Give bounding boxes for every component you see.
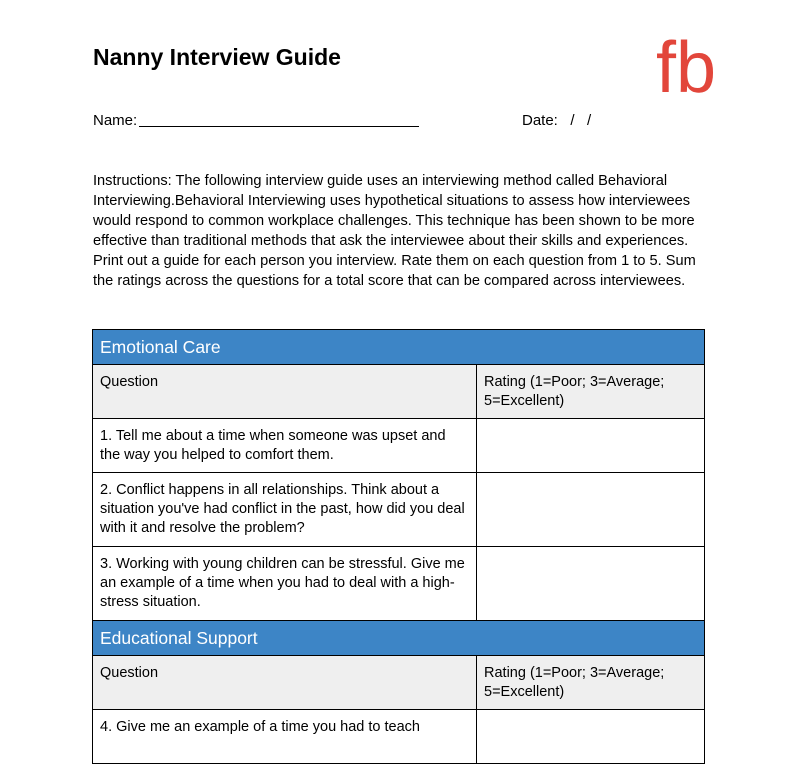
instructions-text: The following interview guide uses an interviewing method called Behavioral Interviewing.Behavioral Interviewing uses hypothetical situations to assess how interviewees would respond to common workplace challenges. This technique has been shown to be more effective than traditional methods that ask the interviewee about their skills and experiences. Print out a guide for each person you interview. Rate them on each question from 1 to 5. Sum the ratings across the questions for a total score that can be compared across interviewees. (93, 173, 696, 289)
logo-text: fb (656, 30, 717, 100)
question-row (93, 710, 705, 764)
section-title-educational-support: Educational Support (93, 621, 705, 656)
question-row (93, 547, 705, 621)
question-row (93, 419, 705, 473)
question-column-header: Question (93, 365, 477, 419)
rating-cell (477, 419, 705, 473)
question-column-header: Question (93, 656, 477, 710)
instructions-label: Instructions: (93, 173, 172, 189)
name-fill-line (139, 126, 419, 127)
rating-cell (477, 710, 705, 764)
section-title-emotional-care: Emotional Care (93, 330, 705, 365)
rating-cell (477, 547, 705, 621)
question-text: 2. Conflict happens in all relationships. Think about a situation you've had conflict in the past, how did you deal with it and resolve the problem? (93, 473, 477, 547)
instructions (93, 171, 703, 291)
question-row (93, 473, 705, 547)
rating-column-header: Rating (1=Poor; 3=Average; 5=Excellent) (477, 656, 705, 710)
name-label: Name: (93, 112, 138, 129)
rating-cell (477, 473, 705, 547)
question-text: 4. Give me an example of a time you had to teach (93, 710, 477, 764)
date-label: Date: / / (522, 112, 592, 129)
rating-column-header: Rating (1=Poor; 3=Average; 5=Excellent) (477, 365, 705, 419)
fb-logo-icon (656, 30, 730, 100)
fb-logo (656, 30, 730, 100)
question-text: 1. Tell me about a time when someone was upset and the way you helped to comfort them. (93, 419, 477, 473)
page-title: Nanny Interview Guide (93, 44, 341, 70)
question-text: 3. Working with young children can be stressful. Give me an example of a time when you had to deal with a high-stress situation. (93, 547, 477, 621)
interview-table (92, 329, 705, 764)
